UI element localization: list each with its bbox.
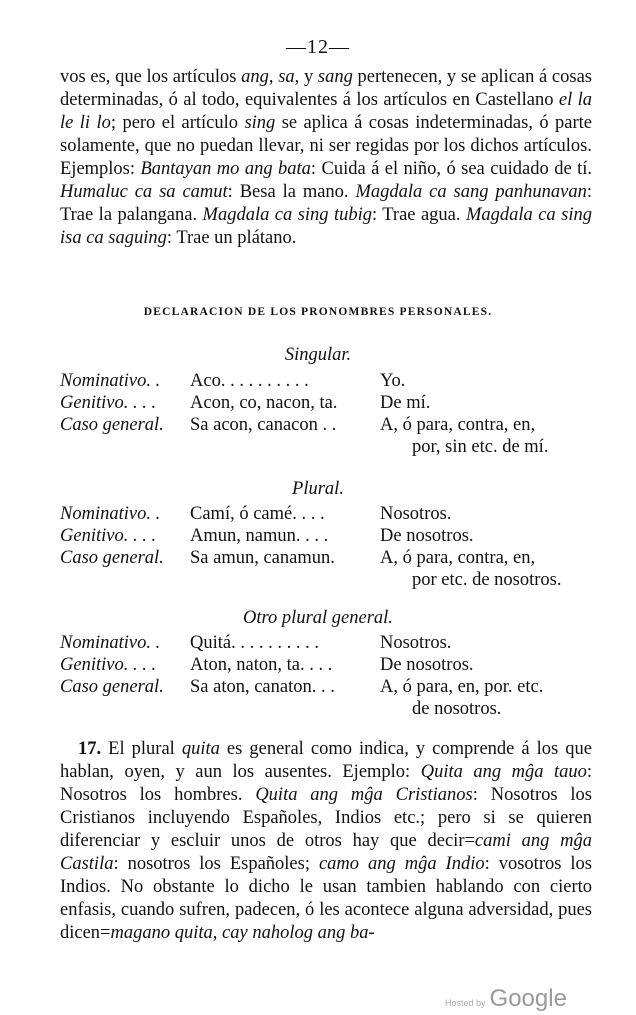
text-run: El plural bbox=[101, 739, 182, 759]
table-title: Singular. bbox=[284, 345, 352, 365]
text-run: : Trae la palangana. bbox=[60, 182, 592, 225]
italic-run: Magdala ca sang panhunavan bbox=[355, 182, 587, 202]
page-number: —12— bbox=[286, 36, 350, 58]
meaning: Nosotros. bbox=[380, 504, 452, 524]
text-run: , bbox=[212, 923, 223, 943]
italic-run: sang bbox=[317, 67, 353, 87]
table-row-continuation bbox=[60, 698, 600, 720]
paragraph-17-text bbox=[60, 738, 592, 945]
case-label: Nominativo. . bbox=[60, 371, 161, 391]
case-label: Nominativo. . bbox=[60, 504, 161, 524]
table-row bbox=[60, 547, 600, 569]
text-run: : Besa la mano. bbox=[227, 182, 356, 202]
meaning: A, ó para, contra, en, bbox=[380, 415, 536, 435]
text-run: : Nosotros los Cristianos incluyendo Españoles, Indios etc.; pero si se quieren diferenciar y escluir unos de otros hay que decir= bbox=[60, 785, 592, 851]
table-row bbox=[60, 525, 600, 547]
case-label: Caso general. bbox=[60, 548, 164, 568]
italic-run: cay naholog ang ba- bbox=[222, 923, 375, 943]
pronoun-form: Camí, ó camé. . . . bbox=[190, 504, 325, 524]
meaning-continuation: por etc. de nosotros. bbox=[412, 570, 562, 590]
table-row bbox=[60, 654, 600, 676]
meaning: De nosotros. bbox=[380, 655, 474, 675]
italic-run: ang bbox=[241, 67, 269, 87]
table-title: Plural. bbox=[292, 479, 344, 499]
italic-run: Quita ang mĝa tauo bbox=[420, 762, 587, 782]
case-label: Genitivo. . . . bbox=[60, 655, 157, 675]
text-run: es general como indica, y comprende á los que hablan, oyen, y aun los ausentes. Ejemplo: bbox=[60, 739, 593, 782]
hosted-by-label: Hosted by bbox=[445, 998, 486, 1008]
meaning: De mí. bbox=[380, 393, 431, 413]
intro-paragraph bbox=[60, 66, 592, 250]
table-row bbox=[60, 414, 600, 436]
pronoun-form: Sa amun, canamun. bbox=[190, 548, 335, 568]
pronoun-form: Amun, namun. . . . bbox=[190, 526, 329, 546]
text-run: : vosotros los Indios. No obstante lo dicho le usan tambien hablando con cierto enfasis, cuando sufren, padecen, ó les acontece alguna adversidad, pues dicen= bbox=[60, 854, 592, 943]
table-row-continuation bbox=[60, 569, 600, 591]
pronoun-form: Sa aton, canaton. . . bbox=[190, 677, 335, 697]
pronoun-form: Acon, co, nacon, ta. bbox=[190, 393, 338, 413]
pronoun-form: Sa acon, canacon . . bbox=[190, 415, 337, 435]
italic-run: sing bbox=[244, 113, 276, 133]
google-logo: Google bbox=[489, 985, 567, 1012]
text-run: : nosotros los Españoles; bbox=[113, 854, 319, 874]
pronoun-form: Quitá. . . . . . . . . . bbox=[190, 633, 319, 653]
italic-run: cami ang mĝa Castila bbox=[60, 831, 592, 874]
meaning-continuation: por, sin etc. de mí. bbox=[412, 437, 549, 457]
case-label: Caso general. bbox=[60, 415, 164, 435]
pronoun-form: Aton, naton, ta. . . . bbox=[190, 655, 333, 675]
text-run: ; pero el artículo bbox=[110, 113, 245, 133]
table-row-continuation bbox=[60, 436, 600, 458]
table-row bbox=[60, 392, 600, 414]
hosted-by-google-watermark bbox=[445, 985, 567, 1013]
meaning: A, ó para, contra, en, bbox=[380, 548, 536, 568]
section-heading: DECLARACION DE LOS PRONOMBRES PERSONALES. bbox=[143, 306, 493, 318]
case-label: Nominativo. . bbox=[60, 633, 161, 653]
text-run: , y bbox=[294, 67, 318, 87]
italic-run: sa bbox=[278, 67, 295, 87]
case-label: Caso general. bbox=[60, 677, 164, 697]
table-row bbox=[60, 370, 600, 392]
paragraph-17 bbox=[60, 738, 592, 945]
text-run: vos es, que los artículos bbox=[60, 67, 242, 87]
meaning: De nosotros. bbox=[380, 526, 474, 546]
pronoun-form: Aco. . . . . . . . . . bbox=[190, 371, 309, 391]
text-run: : Trae un plátano. bbox=[166, 228, 297, 248]
italic-run: camo ang mĝa Indio bbox=[318, 854, 485, 874]
italic-run: magano quita bbox=[110, 923, 213, 943]
italic-run: Quita ang mĝa Cristianos bbox=[255, 785, 473, 805]
meaning-continuation: de nosotros. bbox=[412, 699, 502, 719]
table-title: Otro plural general. bbox=[243, 608, 393, 628]
text-run: 17. bbox=[78, 739, 102, 759]
italic-run: el la le li lo bbox=[60, 90, 592, 133]
case-label: Genitivo. . . . bbox=[60, 526, 157, 546]
meaning: Nosotros. bbox=[380, 633, 452, 653]
meaning: Yo. bbox=[380, 371, 406, 391]
italic-run: Magdala ca sing isa ca saguing bbox=[60, 205, 592, 248]
italic-run: Humaluc ca sa camut bbox=[60, 182, 228, 202]
text-run: : Trae agua. bbox=[372, 205, 466, 225]
case-label: Genitivo. . . . bbox=[60, 393, 157, 413]
table-row bbox=[60, 503, 600, 525]
text-run: se aplica á cosas indeterminadas, ó parte solamente, que no puedan llevar, ni ser regidas por los dichos artículos. Ejemplos: bbox=[60, 113, 592, 179]
italic-run: Bantayan mo ang bata bbox=[140, 159, 311, 179]
table-row bbox=[60, 632, 600, 654]
italic-run: quita bbox=[181, 739, 220, 759]
text-run: : Nosotros los hombres. bbox=[60, 762, 593, 805]
intro-paragraph-text bbox=[60, 66, 592, 250]
italic-run: Magdala ca sing tubig bbox=[202, 205, 373, 225]
text-run: : Cuida á el niño, ó sea cuidado de tí. bbox=[310, 159, 592, 179]
table-row bbox=[60, 676, 600, 698]
text-run: , bbox=[268, 67, 279, 87]
meaning: A, ó para, en, por. etc. bbox=[380, 677, 544, 697]
text-run: pertenecen, y se aplican á cosas determinadas, ó al todo, equivalentes á los artículos en Castellano bbox=[60, 67, 593, 110]
